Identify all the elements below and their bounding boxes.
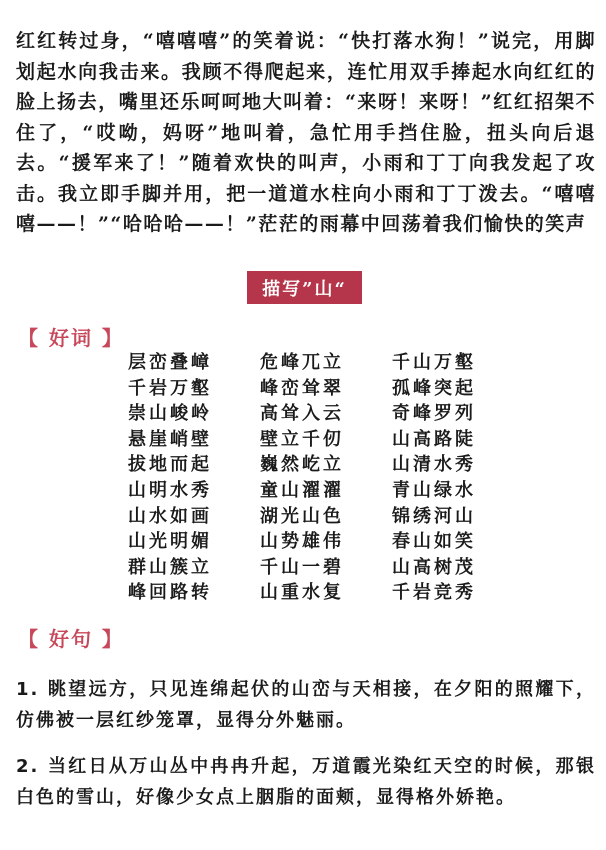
good-word: 山清水秀	[392, 454, 476, 476]
good-word: 千山一碧	[260, 556, 344, 578]
good-word: 千岩竞秀	[392, 582, 476, 604]
good-word: 壁立千仞	[260, 428, 344, 450]
good-word: 奇峰罗列	[392, 403, 476, 425]
good-word: 峰峦耸翠	[260, 377, 344, 399]
good-word: 山势雄伟	[260, 531, 344, 553]
good-word: 童山濯濯	[260, 479, 344, 501]
good-word: 山水如画	[128, 505, 212, 527]
banner-title: 描写”山“	[262, 278, 347, 300]
good-word: 湖光山色	[260, 505, 344, 527]
good-word: 悬崖峭壁	[128, 428, 212, 450]
good-word: 巍然屹立	[260, 454, 344, 476]
good-word: 春山如笑	[392, 531, 476, 553]
sentence-1-text: 眺望远方，只见连绵起伏的山峦与天相接，在夕阳的照耀下，仿佛被一层红纱笼罩，显得分外魅丽。	[16, 679, 596, 731]
sentence-1-number: 1.	[16, 679, 40, 700]
good-word: 孤峰突起	[392, 377, 476, 399]
good-word: 危峰兀立	[260, 352, 344, 373]
good-words-heading	[18, 322, 124, 351]
good-word: 青山绿水	[392, 479, 476, 501]
good-word: 高耸入云	[260, 403, 344, 425]
good-words-grid	[128, 348, 524, 604]
good-word: 山光明媚	[128, 531, 212, 553]
intro-paragraph: 红红转过身，“嘻嘻嘻”的笑着说：“快打落水狗！”说完，用脚划起水向我击来。我顾不得爬起来，连忙用双手捧起水向红红的脸上扬去，嘴里还乐呵呵地大叫着：“来呀！来呀！”红红招架不住了，“哎呦，妈呀”地叫着，急忙用手挡住脸，扭头向后退去。“援军来了！”随着欢快的叫声，小雨和丁丁向我发起了攻击。我立即手脚并用，把一道道水柱向小雨和丁丁泼去。“嘻嘻嘻——！”“哈哈哈——！”茫茫的雨幕中回荡着我们愉快的笑声	[16, 30, 596, 235]
good-word: 层峦叠嶂	[128, 352, 212, 373]
good-word: 山重水复	[260, 582, 344, 604]
good-word: 千山万壑	[392, 352, 476, 373]
section-banner	[247, 271, 362, 304]
good-word: 山高路陡	[392, 428, 476, 450]
good-word: 崇山峻岭	[128, 403, 212, 425]
sentence-2	[16, 751, 596, 813]
good-words-label: 【 好词 】	[18, 326, 124, 350]
sentence-1	[16, 674, 596, 736]
good-word: 锦绣河山	[392, 505, 476, 527]
good-word: 山高树茂	[392, 556, 476, 578]
good-word: 群山簇立	[128, 556, 212, 578]
good-sentences-heading	[18, 623, 124, 652]
good-word: 山明水秀	[128, 479, 212, 501]
good-word: 峰回路转	[128, 582, 212, 604]
good-sentences-label: 【 好句 】	[18, 627, 124, 651]
sentence-2-number: 2.	[16, 756, 40, 777]
good-word: 拔地而起	[128, 454, 212, 476]
sentence-2-text: 当红日从万山丛中冉冉升起，万道霞光染红天空的时候，那银白色的雪山，好像少女点上胭脂的面颊，显得格外娇艳。	[16, 756, 596, 808]
good-word: 千岩万壑	[128, 377, 212, 399]
